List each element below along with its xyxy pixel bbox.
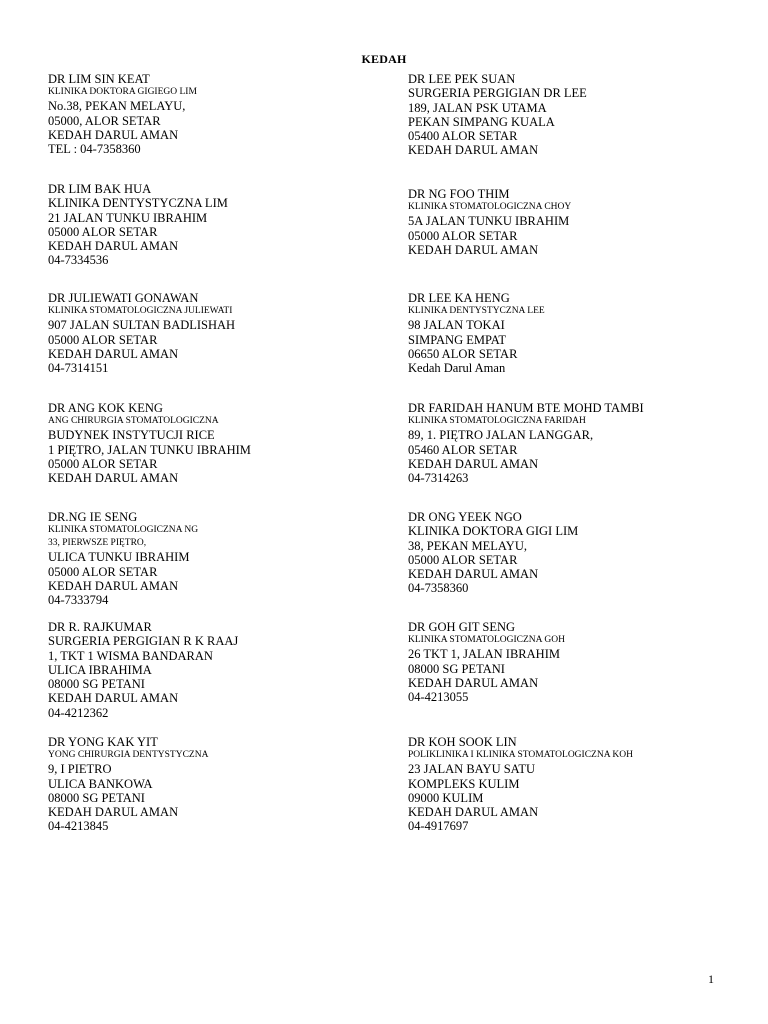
entry-clinic: YONG CHIRURGIA DENTYSTYCZNA <box>48 750 209 761</box>
entry-address-line: KEDAH DARUL AMAN <box>408 456 539 471</box>
entry-address-line: KEDAH DARUL AMAN <box>408 143 539 158</box>
entry-address-line: 9, I PIETRO <box>48 762 112 777</box>
entry-address-line: KEDAH DARUL AMAN <box>408 805 539 820</box>
entry-address-line: KEDAH DARUL AMAN <box>48 805 179 820</box>
entry-address-line: 05000 ALOR SETAR <box>48 224 158 239</box>
entry-name: DR.NG IE SENG <box>48 510 138 524</box>
entry-address-line: TEL : 04-7358360 <box>48 142 141 157</box>
entry-address-line: 04-4212362 <box>48 705 109 720</box>
entry-address-line: 1 PIĘTRO, JALAN TUNKU IBRAHIM <box>48 442 251 457</box>
directory-entry <box>408 187 748 257</box>
entry-address-line: 89, 1. PIĘTRO JALAN LANGGAR, <box>408 428 594 443</box>
entry-name: DR JULIEWATI GONAWAN <box>48 291 199 305</box>
entry-name: DR R. RAJKUMAR <box>48 620 152 634</box>
entry-address-line: KEDAH DARUL AMAN <box>48 471 179 486</box>
entry-address-line: 189, JALAN PSK UTAMA <box>408 100 547 115</box>
entry-address-line: 04-7334536 <box>48 253 109 268</box>
entry-address-line: 04-4213845 <box>48 819 109 834</box>
entry-name: DR LEE KA HENG <box>408 291 510 305</box>
directory-entry <box>408 620 748 704</box>
entry-address-line: 23 JALAN BAYU SATU <box>408 762 535 777</box>
page-title: KEDAH <box>361 52 407 66</box>
entry-name: DR LIM SIN KEAT <box>48 72 150 86</box>
entry-address-line: 04-7333794 <box>48 593 109 608</box>
entry-address-line: 05400 ALOR SETAR <box>408 129 518 144</box>
entry-clinic: KLINIKA STOMATOLOGICZNA CHOY <box>408 202 572 213</box>
entry-address-line: 09000 KULIM <box>408 790 484 805</box>
directory-entry <box>408 401 748 485</box>
entry-clinic: KLINIKA STOMATOLOGICZNA GOH <box>408 635 565 646</box>
directory-entry <box>48 72 388 156</box>
entry-address-line: KEDAH DARUL AMAN <box>48 691 179 706</box>
entry-clinic: ANG CHIRURGIA STOMATOLOGICZNA <box>48 416 219 427</box>
directory-entry <box>408 72 748 158</box>
directory-entry <box>408 510 748 596</box>
directory-entry <box>48 735 388 834</box>
entry-clinic: POLIKLINIKA I KLINIKA STOMATOLOGICZNA KOH <box>408 750 633 761</box>
directory-entry <box>48 291 388 375</box>
entry-address-line: 04-7314263 <box>408 471 469 486</box>
entry-address-line: 21 JALAN TUNKU IBRAHIM <box>48 210 208 225</box>
directory-entry <box>48 401 388 485</box>
entry-address-line: KEDAH DARUL AMAN <box>408 567 539 582</box>
entry-address-line: 38, PEKAN MELAYU, <box>408 538 527 553</box>
entry-address-line: SIMPANG EMPAT <box>408 332 507 347</box>
entry-name: DR FARIDAH HANUM BTE MOHD TAMBI <box>408 401 644 415</box>
entry-address-line: KEDAH DARUL AMAN <box>408 675 539 690</box>
entry-address-line: KEDAH DARUL AMAN <box>48 346 179 361</box>
entry-address-line: PEKAN SIMPANG KUALA <box>408 114 555 129</box>
directory-entry <box>48 510 388 607</box>
entry-address-line: 5A JALAN TUNKU IBRAHIM <box>408 214 570 229</box>
entry-address-line: 05000 ALOR SETAR <box>408 228 518 243</box>
entry-address-line: BUDYNEK INSTYTUCJI RICE <box>48 428 215 443</box>
entry-name: DR YONG KAK YIT <box>48 735 158 749</box>
directory-entry <box>48 620 388 720</box>
entry-name: DR NG FOO THIM <box>408 187 510 201</box>
entry-address-line: 05000 ALOR SETAR <box>48 332 158 347</box>
entry-name: DR ONG YEEK NGO <box>408 510 522 524</box>
entry-address-line: 33, PIERWSZE PIĘTRO, <box>48 538 147 549</box>
entry-address-line: 05000 ALOR SETAR <box>48 564 158 579</box>
entry-address-line: KEDAH DARUL AMAN <box>48 239 179 254</box>
entry-clinic: SURGERIA PERGIGIAN DR LEE <box>408 86 587 101</box>
entry-name: DR GOH GIT SENG <box>408 620 516 634</box>
entry-address-line: KEDAH DARUL AMAN <box>48 127 179 142</box>
directory-entry <box>408 291 748 375</box>
entry-address-line: No.38, PEKAN MELAYU, <box>48 99 186 114</box>
entry-address-line: 98 JALAN TOKAI <box>408 318 505 333</box>
entry-address-line: 08000 SG PETANI <box>48 677 145 692</box>
entry-address-line: KOMPLEKS KULIM <box>408 776 520 791</box>
entry-address-line: 04-4213055 <box>408 690 469 705</box>
entry-name: DR LEE PEK SUAN <box>408 72 516 86</box>
entry-address-line: 1, TKT 1 WISMA BANDARAN <box>48 648 213 663</box>
entry-clinic: SURGERIA PERGIGIAN R K RAAJ <box>48 634 239 649</box>
entry-address-line: ULICA BANKOWA <box>48 776 153 791</box>
entry-address-line: KEDAH DARUL AMAN <box>48 578 179 593</box>
entry-clinic: KLINIKA STOMATOLOGICZNA NG <box>48 525 199 536</box>
entry-address-line: 05000 ALOR SETAR <box>48 456 158 471</box>
entry-clinic: KLINIKA DENTYSTYCZNA LIM <box>48 196 228 211</box>
entry-clinic: KLINIKA STOMATOLOGICZNA FARIDAH <box>408 416 586 427</box>
entry-address-line: 04-4917697 <box>408 819 469 834</box>
entry-address-line: 08000 SG PETANI <box>48 790 145 805</box>
entry-address-line: 06650 ALOR SETAR <box>408 346 518 361</box>
entry-name: DR KOH SOOK LIN <box>408 735 517 749</box>
entry-address-line: 907 JALAN SULTAN BADLISHAH <box>48 318 236 333</box>
entry-clinic: KLINIKA DOKTORA GIGI LIM <box>408 524 579 539</box>
entry-name: DR ANG KOK KENG <box>48 401 163 415</box>
entry-address-line: 04-7314151 <box>48 361 109 376</box>
entry-address-line: 26 TKT 1, JALAN IBRAHIM <box>408 647 560 662</box>
entry-name: DR LIM BAK HUA <box>48 182 152 196</box>
entry-address-line: 08000 SG PETANI <box>408 661 505 676</box>
entry-address-line: ULICA TUNKU IBRAHIM <box>48 550 190 565</box>
entry-clinic: KLINIKA DENTYSTYCZNA LEE <box>408 306 545 317</box>
entry-address-line: 05000 ALOR SETAR <box>408 552 518 567</box>
entry-address-line: ULICA IBRAHIMA <box>48 662 152 677</box>
entry-address-line: Kedah Darul Aman <box>408 361 506 376</box>
entry-clinic: KLINIKA DOKTORA GIGIEGO LIM <box>48 87 197 98</box>
entry-address-line: 04-7358360 <box>408 581 469 596</box>
page-number: 1 <box>708 972 714 986</box>
directory-entry <box>48 182 388 268</box>
entry-address-line: 05460 ALOR SETAR <box>408 442 518 457</box>
entry-clinic: KLINIKA STOMATOLOGICZNA JULIEWATI <box>48 306 233 317</box>
directory-entry <box>408 735 748 834</box>
entry-address-line: KEDAH DARUL AMAN <box>408 242 539 257</box>
entry-address-line: 05000, ALOR SETAR <box>48 113 161 128</box>
